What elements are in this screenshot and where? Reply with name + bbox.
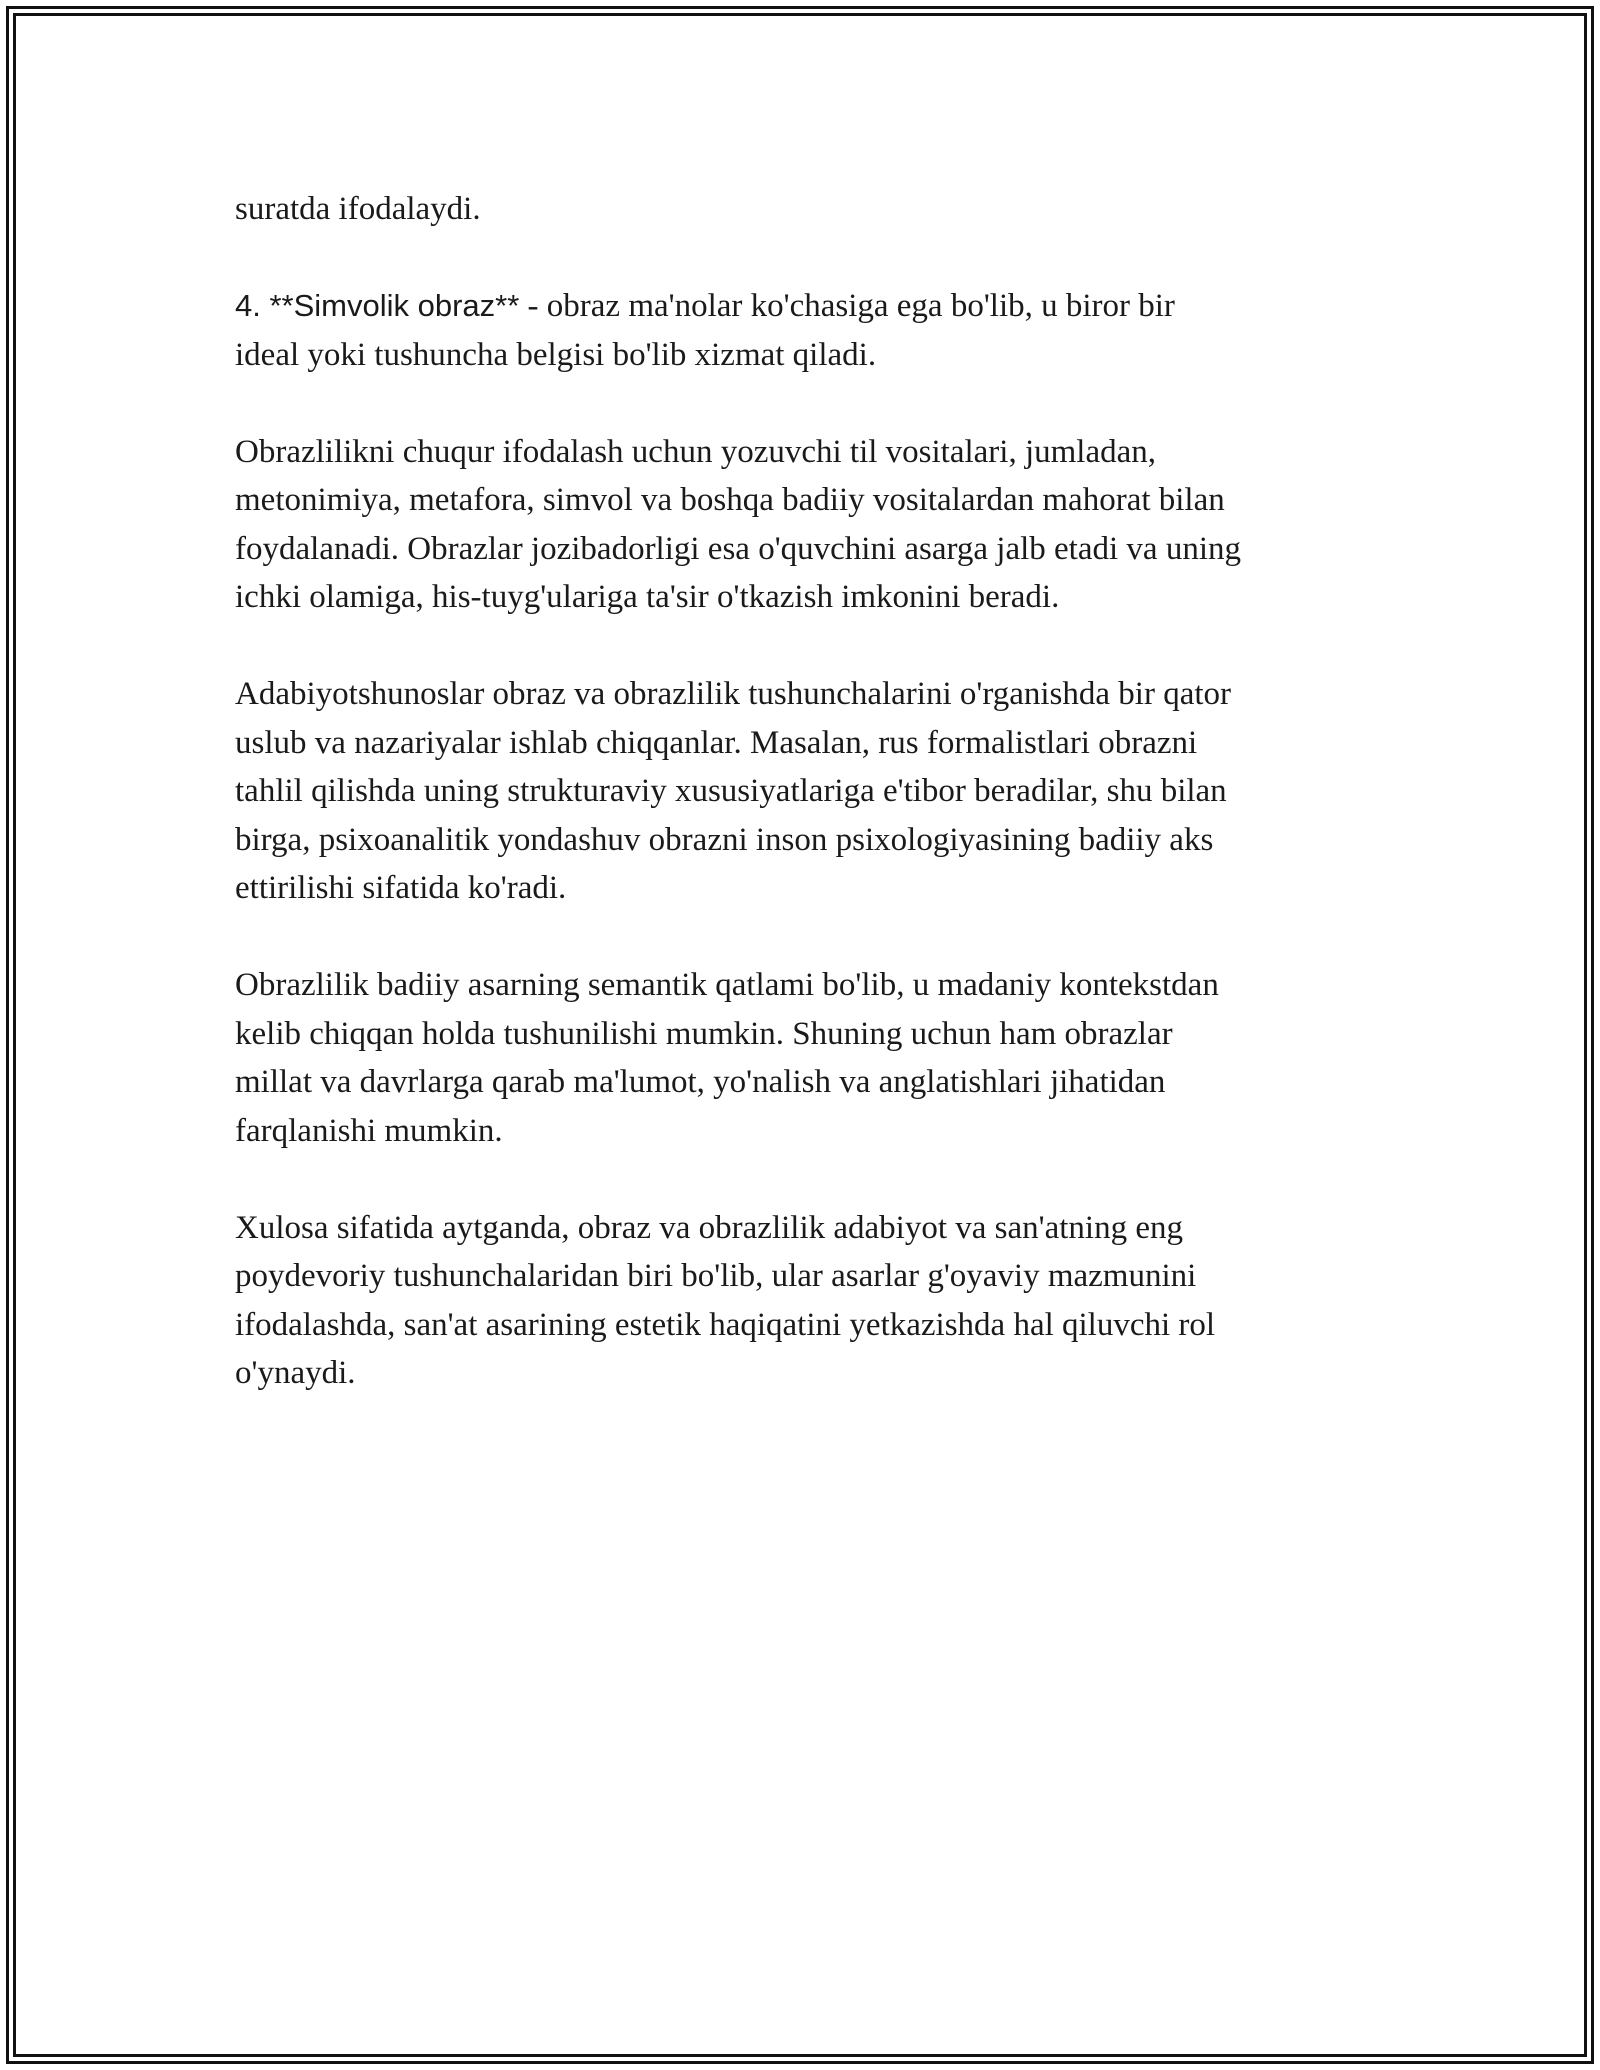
- list-item-text-line2: ideal yoki tushuncha belgisi bo'lib xizmat qiladi.: [235, 336, 877, 373]
- paragraph-obrazlilik-ifodalash: Obrazlilikni chuqur ifodalash uchun yozuvchi til vositalari, jumladan, metonimiya, metafora, simvol va boshqa badiiy vositalardan mahorat bilan foydalanadi. Obrazlar jozibadorligi esa o'quvchini asarga jalb etadi va uning ichki olamiga, his-tuyg'ulariga ta'sir o'tkazish imkonini beradi.: [235, 433, 1241, 615]
- paragraph-xulosa: Xulosa sifatida aytganda, obraz va obrazlilik adabiyot va san'atning eng poydevoriy tushunchalaridan biri bo'lib, ular asarlar g'oyaviy mazmunini ifodalashda, san'at asarining estetik haqiqatini yetkazishda hal qiluvchi rol o'ynaydi.: [235, 1209, 1216, 1391]
- list-item-heading: 4. **Simvolik obraz**: [235, 288, 520, 323]
- paragraph-continuation: suratda ifodalaydi.: [235, 191, 481, 227]
- paragraph-adabiyotshunoslar: Adabiyotshunoslar obraz va obrazlilik tushunchalarini o'rganishda bir qator uslub va nazariyalar ishlab chiqqanlar. Masalan, rus formalistlari obrazni tahlil qilishda uning strukturaviy xususiyatlariga e'tibor beradilar, shu bilan birga, psixoanalitik yondashuv obrazni inson psixologiyasining badiiy aks ettirilishi sifatida ko'radi.: [235, 676, 1231, 906]
- list-item-simvolik-obraz: [235, 282, 1365, 379]
- list-item-text-line1: - obraz ma'nolar ko'chasiga ega bo'lib, u biror bir: [519, 288, 1175, 324]
- document-body: [235, 185, 1365, 1398]
- paragraph-semantik-qatlam: Obrazlilik badiiy asarning semantik qatlami bo'lib, u madaniy kontekstdan kelib chiqqan holda tushunilishi mumkin. Shuning uchun ham obrazlar millat va davrlarga qarab ma'lumot, yo'nalish va anglatishlari jihatidan farqlanishi mumkin.: [235, 967, 1219, 1149]
